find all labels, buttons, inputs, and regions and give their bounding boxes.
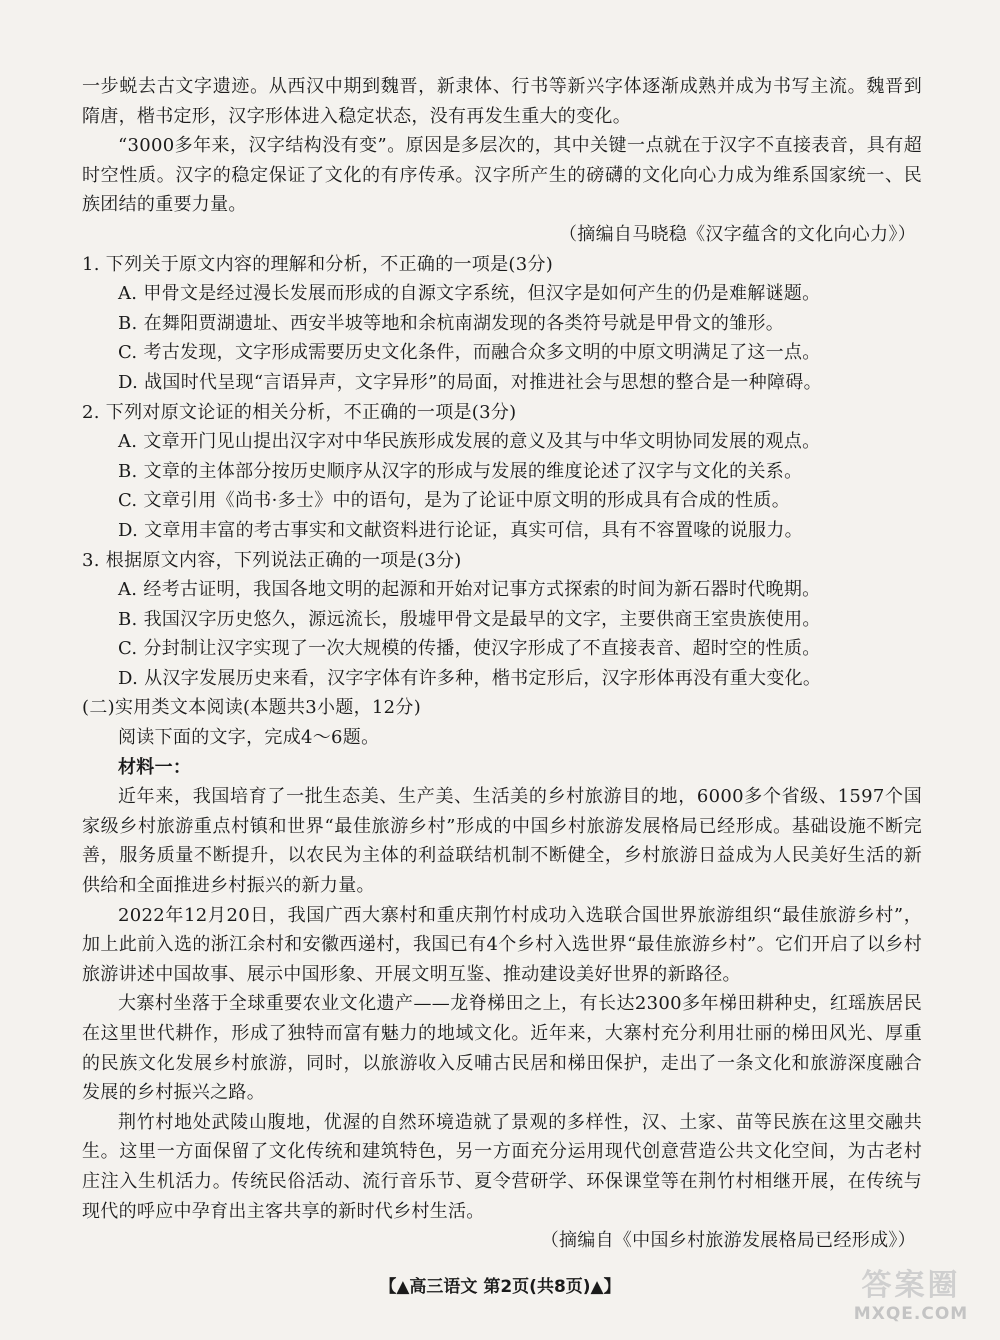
question-1	[82, 250, 922, 398]
material-paragraph: 近年来，我国培育了一批生态美、生产美、生活美的乡村旅游目的地，6000多个省级、1597个国家级乡村旅游重点村镇和世界“最佳旅游乡村”形成的中国乡村旅游发展格局已经形成。基础设施不断完善，服务质量不断提升，以农民为主体的利益联结机制不断健全，乡村旅游日益成为人民美好生活的新供给和全面推进乡村振兴的新力量。	[82, 786, 922, 897]
question-stem: 1. 下列关于原文内容的理解和分析，不正确的一项是(3分)	[82, 253, 554, 275]
page-content	[82, 72, 922, 1256]
material-source: （摘编自《中国乡村旅游发展格局已经形成》）	[540, 1230, 916, 1252]
page-footer: 【▲高三语文 第2页(共8页)▲】	[379, 1277, 621, 1297]
question-option: C. 文章引用《尚书·多士》中的语句，是为了论证中原文明的形成具有合成的性质。	[118, 490, 790, 512]
watermark-title: 答案圈	[861, 1268, 961, 1303]
question-option: A. 经考古证明，我国各地文明的起源和开始对记事方式探索的时间为新石器时代晚期。	[118, 579, 821, 601]
watermark-url: MXQE.COM	[853, 1304, 969, 1324]
question-option: D. 战国时代呈现“言语异声，文字异形”的局面，对推进社会与思想的整合是一种障碍。	[118, 371, 822, 393]
passage-paragraph: 一步蜕去古文字遗迹。从西汉中期到魏晋，新隶体、行书等新兴字体逐渐成熟并成为书写主流。魏晋到隋唐，楷书定形，汉字形体进入稳定状态，没有再发生重大的变化。	[82, 76, 922, 127]
question-option: B. 我国汉字历史悠久，源远流长，殷墟甲骨文是最早的文字，主要供商王室贵族使用。	[118, 608, 821, 630]
question-2	[82, 398, 922, 546]
question-stem: 2. 下列对原文论证的相关分析，不正确的一项是(3分)	[82, 401, 517, 423]
material-paragraph: 大寨村坐落于全球重要农业文化遗产——龙脊梯田之上，有长达2300多年梯田耕种史，红瑶族居民在这里世代耕作，形成了独特而富有魅力的地域文化。近年来，大寨村充分利用壮丽的梯田风光、厚重的民族文化发展乡村旅游，同时，以旅游收入反哺古民居和梯田保护，走出了一条文化和旅游深度融合发展的乡村振兴之路。	[82, 993, 922, 1104]
question-option: D. 从汉字发展历史来看，汉字字体有许多种，楷书定形后，汉字形体再没有重大变化。	[118, 667, 822, 689]
question-option: C. 考古发现，文字形成需要历史文化条件，而融合众多文明的中原文明满足了这一点。	[118, 342, 821, 364]
watermark-logo	[836, 1260, 986, 1330]
question-option: B. 在舞阳贾湖遗址、西安半坡等地和余杭南湖发现的各类符号就是甲骨文的雏形。	[118, 312, 785, 334]
section-instruction: 阅读下面的文字，完成4～6题。	[118, 727, 380, 749]
section-heading: (二)实用类文本阅读(本题共3小题，12分)	[82, 697, 422, 719]
question-option: A. 甲骨文是经过漫长发展而形成的自源文字系统，但汉字是如何产生的仍是难解谜题。	[118, 283, 821, 305]
question-stem: 3. 根据原文内容，下列说法正确的一项是(3分)	[82, 549, 462, 571]
material-paragraph: 2022年12月20日，我国广西大寨村和重庆荆竹村成功入选联合国世界旅游组织“最佳旅游乡村”，加上此前入选的浙江余村和安徽西递村，我国已有4个乡村入选世界“最佳旅游乡村”。它们开启了以乡村旅游讲述中国故事、展示中国形象、开展文明互鉴、推动建设美好世界的新路径。	[82, 904, 922, 985]
question-option: B. 文章的主体部分按历史顺序从汉字的形成与发展的维度论述了汉字与文化的关系。	[118, 460, 803, 482]
question-option: D. 文章用丰富的考古事实和文献资料进行论证，真实可信，具有不容置喙的说服力。	[118, 519, 803, 541]
question-option: C. 分封制让汉字实现了一次大规模的传播，使汉字形成了不直接表音、超时空的性质。	[118, 638, 821, 660]
question-3	[82, 546, 922, 694]
passage-source: （摘编自马晓稳《汉字蕴含的文化向心力》）	[559, 223, 916, 245]
material-label: 材料一：	[118, 756, 192, 778]
passage-paragraph: “3000多年来，汉字结构没有变”。原因是多层次的，其中关键一点就在于汉字不直接表音，具有超时空性质。汉字的稳定保证了文化的有序传承。汉字所产生的磅礴的文化向心力成为维系国家统一、民族团结的重要力量。	[82, 135, 922, 216]
question-option: A. 文章开门见山提出汉字对中华民族形成发展的意义及其与中华文明协同发展的观点。	[118, 431, 821, 453]
material-paragraph: 荆竹村地处武陵山腹地，优渥的自然环境造就了景观的多样性，汉、土家、苗等民族在这里交融共生。这里一方面保留了文化传统和建筑特色，另一方面充分运用现代创意营造公共文化空间，为古老村庄注入生机活力。传统民俗活动、流行音乐节、夏令营研学、环保课堂等在荆竹村相继开展，在传统与现代的呼应中孕育出主客共享的新时代乡村生活。	[82, 1111, 922, 1222]
